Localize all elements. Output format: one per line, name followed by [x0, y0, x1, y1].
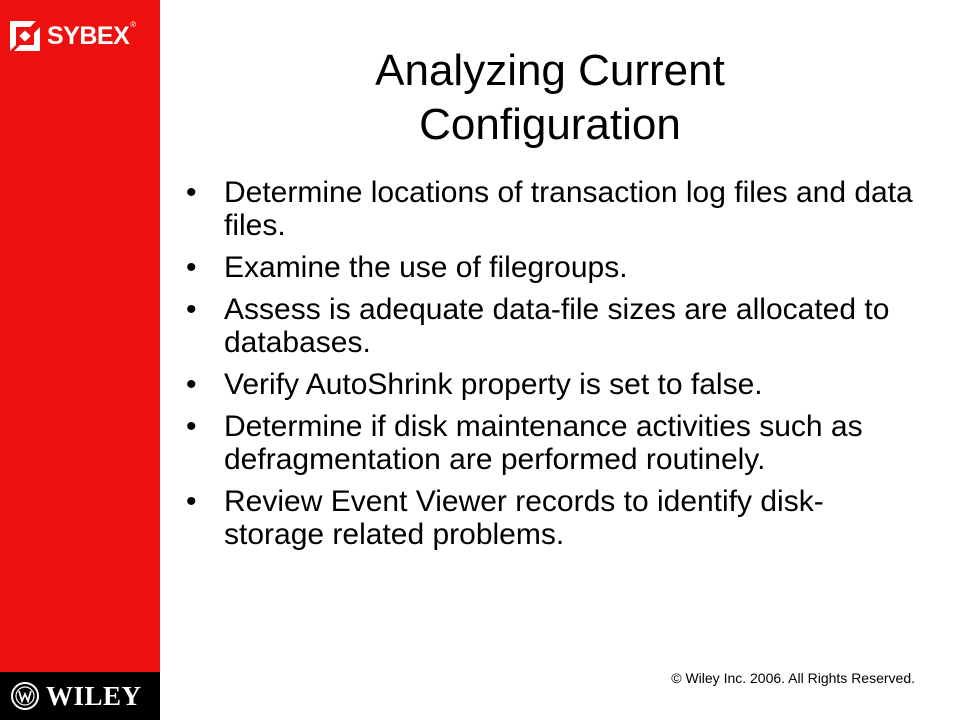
- bullet-item: [186, 485, 916, 551]
- bullet-text: Verify AutoShrink property is set to false.: [224, 368, 763, 401]
- wiley-logo-text: WILEY: [46, 680, 142, 711]
- copyright-footer: © Wiley Inc. 2006. All Rights Reserved.: [671, 670, 915, 686]
- bullet-item: [186, 410, 916, 476]
- bullet-marker: •: [186, 251, 197, 284]
- bullet-item: [186, 293, 916, 359]
- bullet-text: Examine the use of filegroups.: [224, 251, 628, 284]
- bullet-marker: •: [186, 410, 197, 443]
- wiley-logo: [0, 672, 160, 720]
- bullet-text: Assess is adequate data-file sizes are allocated to databases.: [224, 293, 890, 359]
- bullet-item: [186, 368, 916, 401]
- slide-title: [200, 44, 900, 152]
- slide-title-line-2: Configuration: [419, 100, 681, 149]
- slide-title-line-1: Analyzing Current: [375, 46, 725, 95]
- sybex-logo: [6, 14, 156, 58]
- bullet-marker: •: [186, 368, 197, 401]
- bullet-item: [186, 176, 916, 242]
- bullet-list: [186, 176, 916, 560]
- bullet-text: Determine locations of transaction log files and data files.: [224, 176, 913, 242]
- wiley-emblem-icon: [10, 681, 40, 711]
- bullet-text: Determine if disk maintenance activities such as defragmentation are performed routinely.: [224, 410, 863, 476]
- bullet-item: [186, 251, 916, 284]
- brand-sidebar: [0, 0, 160, 720]
- bullet-marker: •: [186, 485, 197, 518]
- bullet-marker: •: [186, 293, 197, 326]
- registered-mark: ®: [130, 20, 137, 29]
- sybex-mark-icon: [6, 17, 44, 55]
- bullet-text: Review Event Viewer records to identify disk-storage related problems.: [224, 485, 824, 551]
- sybex-logo-text: SYBEX: [47, 21, 130, 50]
- bullet-marker: •: [186, 176, 197, 209]
